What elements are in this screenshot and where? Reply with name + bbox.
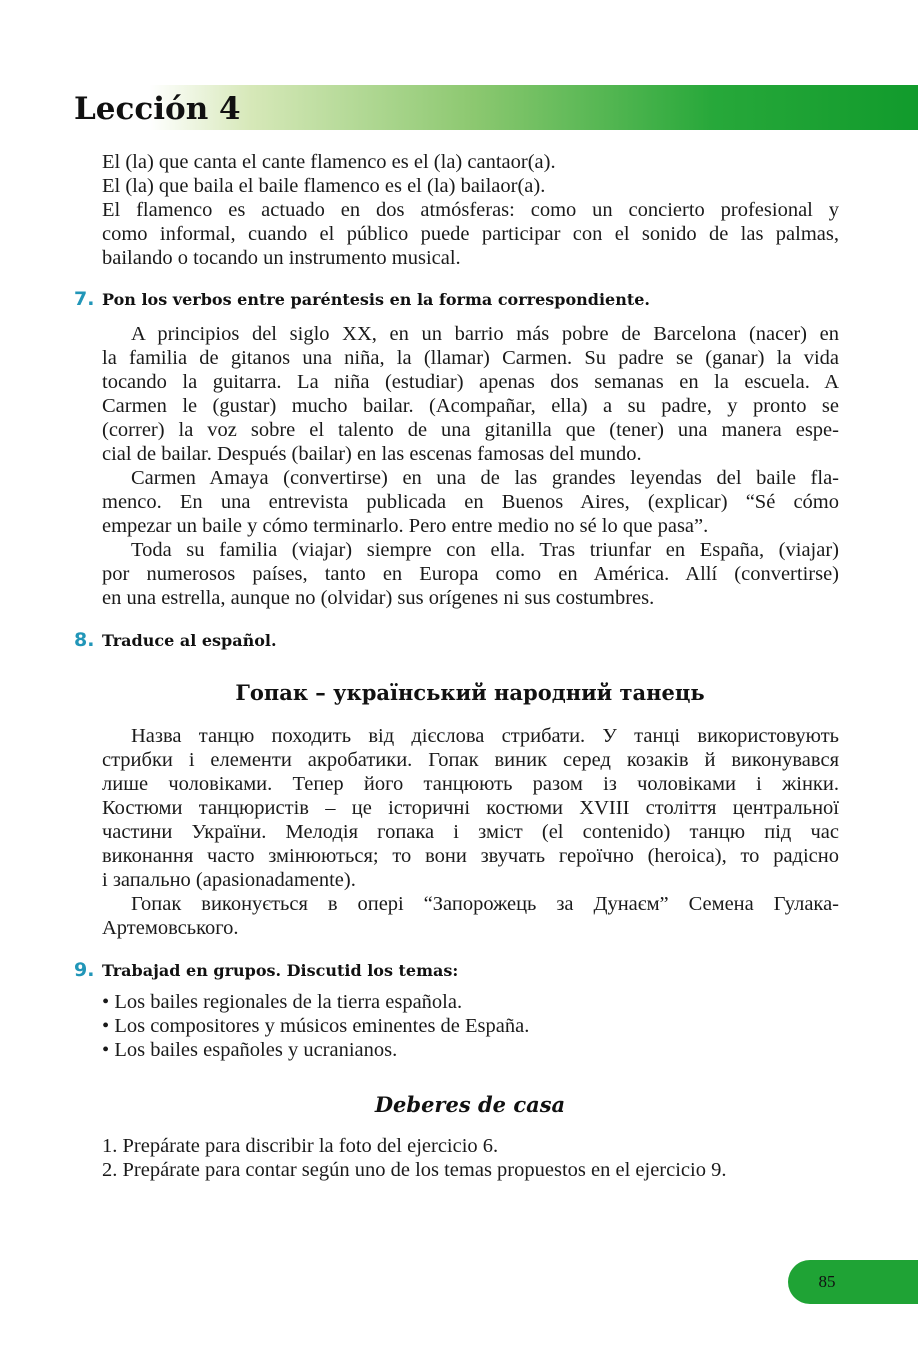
- exercise-7-line: Carmen le (gustar) mucho bailar. (Acompañar, ella) a su padre, y pronto se: [102, 395, 839, 417]
- list-item: • Los compositores y músicos eminentes de España.: [102, 1014, 529, 1038]
- exercise-7-number: 7.: [74, 288, 95, 310]
- exercise-9-instruction: Trabajad en grupos. Discutid los temas:: [102, 961, 459, 980]
- intro-line: El (la) que canta el cante flamenco es el (la) cantaor(a).: [102, 151, 556, 173]
- exercise-7-line: en una estrella, aunque no (olvidar) sus orígenes ni sus costumbres.: [102, 587, 655, 609]
- homework-heading: Deberes de casa: [374, 1092, 566, 1117]
- topics-list: [102, 990, 529, 1062]
- exercise-7-line: cial de bailar. Después (bailar) en las escenas famosas del mundo.: [102, 443, 642, 465]
- list-item: • Los bailes españoles y ucranianos.: [102, 1038, 529, 1062]
- exercise-7-line: A principios del siglo XX, en un barrio más pobre de Barcelona (nacer) en: [131, 323, 839, 345]
- intro-line: bailando o tocando un instrumento musical.: [102, 247, 461, 269]
- list-item: 1. Prepárate para discribir la foto del ejercicio 6.: [102, 1135, 499, 1157]
- exercise-7-line: (correr) la voz sobre el talento de una gitanilla que (tener) una manera espe-: [102, 419, 839, 441]
- exercise-8-number: 8.: [74, 629, 95, 651]
- exercise-8-line: Назва танцю походить від дієслова стрибати. У танці використовують: [131, 725, 839, 747]
- exercise-7-line: tocando la guitarra. La niña (estudiar) apenas dos semanas en la escuela. A: [102, 371, 839, 393]
- exercise-8-line: виконання часто змінюються; то вони звучать героїчно (heroica), то радісно: [102, 845, 839, 867]
- list-item: • Los bailes regionales de la tierra española.: [102, 990, 529, 1014]
- exercise-7-line: menco. En una entrevista publicada en Buenos Aires, (explicar) “Sé cómo: [102, 491, 839, 513]
- exercise-8-line: Артемовського.: [102, 917, 239, 939]
- exercise-7-line: Toda su familia (viajar) siempre con ella. Tras triunfar en España, (viajar): [131, 539, 839, 561]
- homework-list: [102, 1134, 726, 1182]
- exercise-8-line: Костюми танцюристів – це історичні костюми XVIII століття центральної: [102, 797, 839, 819]
- exercise-8-line: стрибки і елементи акробатики. Гопак виник серед козаків й виконувався: [102, 749, 839, 771]
- exercise-7-line: la familia de gitanos una niña, la (llamar) Carmen. Su padre se (ganar) la vida: [102, 347, 839, 369]
- exercise-8-line: Гопак виконується в опері “Запорожець за Дунаєм” Семена Гулака-: [131, 893, 839, 915]
- intro-line: como informal, cuando el público puede participar con el sonido de las palmas,: [102, 223, 839, 245]
- exercise-8-line: і запально (apasionadamente).: [102, 869, 356, 891]
- intro-line: El (la) que baila el baile flamenco es el (la) bailaor(a).: [102, 175, 546, 197]
- exercise-7-line: por numerosos países, tanto en Europa como en América. Allí (convertirse): [102, 563, 839, 585]
- exercise-8-heading: Гопак – український народний танець: [235, 680, 705, 705]
- list-item: 2. Prepárate para contar según uno de los temas propuestos en el ejercicio 9.: [102, 1159, 727, 1181]
- page-number: 85: [818, 1272, 836, 1291]
- intro-line: El flamenco es actuado en dos atmósferas: como un concierto profesional y: [102, 199, 839, 221]
- exercise-8-line: частини України. Мелодія гопака і зміст (el contenido) танцю під час: [102, 821, 839, 843]
- exercise-7-instruction: Pon los verbos entre paréntesis en la forma correspondiente.: [102, 290, 650, 309]
- lesson-title: Lección 4: [74, 91, 241, 127]
- exercise-7-line: empezar un baile y cómo terminarlo. Pero entre medio no sé lo que pasa”.: [102, 515, 709, 537]
- exercise-7-line: Carmen Amaya (convertirse) en una de las grandes leyendas del baile fla-: [131, 467, 839, 489]
- exercise-8-instruction: Traduce al español.: [102, 631, 277, 650]
- exercise-9-number: 9.: [74, 959, 95, 981]
- exercise-8-line: лише чоловіками. Тепер його танцюють разом із чоловіками і жінки.: [102, 773, 839, 795]
